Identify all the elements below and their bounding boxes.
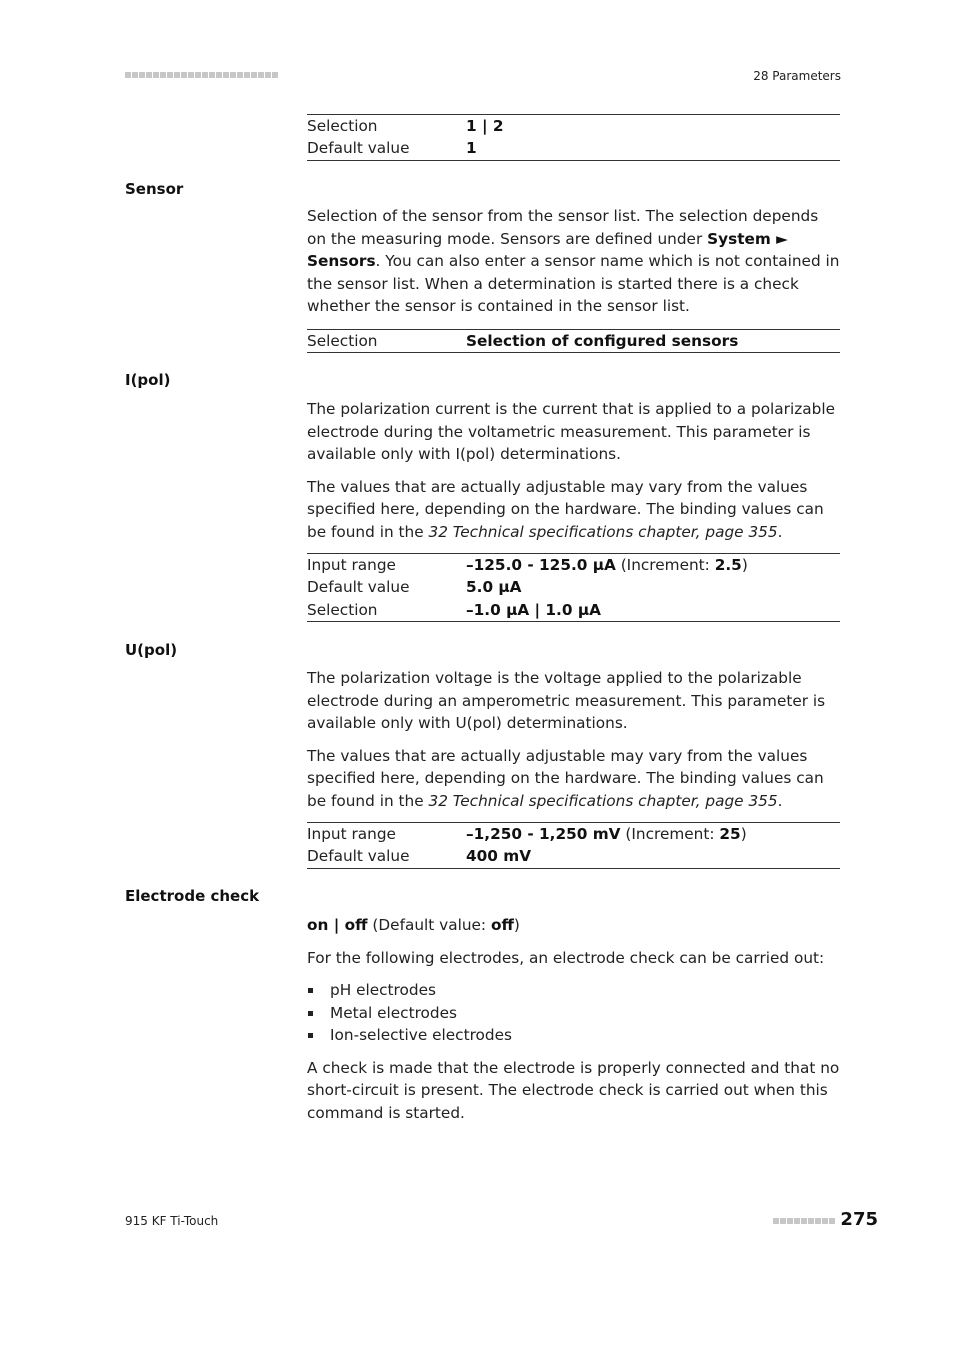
section-heading-electrode-check: Electrode check (125, 887, 260, 905)
upol-table (307, 822, 840, 869)
electrode-list (307, 979, 840, 1047)
ipol-para-2-text: The values that are actually adjustable may vary from the values specified here, depending on the hardware. The binding values can be found in the (307, 477, 824, 541)
footer-product-name: 915 KF Ti-Touch (125, 1214, 219, 1228)
table-label: Input range (307, 825, 396, 843)
electrode-check-intro: For the following electrodes, an electrode check can be carried out: (307, 948, 825, 967)
table-row (307, 576, 840, 598)
header-decoration (125, 72, 278, 78)
table-label: Selection (307, 117, 378, 135)
ipol-description (307, 398, 840, 543)
table-row (307, 115, 840, 137)
table-label: Input range (307, 556, 396, 574)
electrode-check-description (307, 914, 840, 1124)
table-row (307, 823, 840, 845)
upol-paragraph-2: The values that are actually adjustable may vary from the values specified here, depending on the hardware. The binding values can be found in the 32 Technical specifications chapter, page 355. (307, 746, 824, 810)
ipol-table (307, 553, 840, 622)
footer-decoration (773, 1218, 835, 1224)
list-item: Metal electrodes (307, 1002, 840, 1025)
section-heading-ipol: I(pol) (125, 371, 171, 389)
table-value: 5.0 µA (466, 578, 522, 597)
upol-description (307, 667, 840, 812)
table-value: 1 (466, 139, 477, 158)
sensor-description (307, 205, 840, 318)
sensor-text-1: Selection of the sensor from the sensor list. The selection depends on the measuring mode. Sensors are defined under (307, 207, 819, 248)
electrode-check-closing: A check is made that the electrode is properly connected and that no short-circuit is present. The electrode check is carried out when this command is started. (307, 1058, 840, 1122)
table-value: –1,250 - 1,250 mV (Increment: 25) (466, 825, 747, 843)
table-value: 1 | 2 (466, 117, 504, 135)
table-value: –1.0 µA | 1.0 µA (466, 600, 601, 619)
section-heading-upol: U(pol) (125, 641, 178, 659)
chapter-header: 28 Parameters (753, 69, 841, 83)
table-value: Selection of configured sensors (466, 332, 739, 350)
table-row (307, 599, 840, 621)
sensor-text-2: . You can also enter a sensor name which is not contained in the sensor list. When a determination is started there is a check whether the sensor is contained in the sensor list. (307, 252, 840, 315)
list-item: Ion-selective electrodes (307, 1024, 840, 1047)
sensor-path: System ► Sensors (307, 229, 788, 270)
table-label: Default value (307, 139, 410, 158)
top-parameter-table (307, 114, 840, 161)
upol-reference: 32 Technical specifications chapter, page 355 (428, 791, 778, 810)
electrode-check-options: on | off (Default value: off) (307, 916, 520, 934)
ipol-reference: 32 Technical specifications chapter, page 355 (428, 522, 778, 541)
table-row (307, 845, 840, 867)
page-number: 275 (840, 1209, 878, 1230)
table-value: –125.0 - 125.0 µA (Increment: 2.5) (466, 556, 748, 574)
table-row (307, 330, 840, 352)
table-label: Selection (307, 332, 378, 350)
upol-paragraph-1: The polarization voltage is the voltage applied to the polarizable electrode during an amperometric measurement. This parameter is available only with U(pol) determinations. (307, 669, 826, 732)
table-row (307, 137, 840, 159)
ipol-paragraph-2: The values that are actually adjustable may vary from the values specified here, depending on the hardware. The binding values can be found in the 32 Technical specifications chapter, page 355. (307, 477, 824, 541)
table-label: Selection (307, 600, 378, 619)
table-value: 400 mV (466, 847, 532, 866)
list-item: pH electrodes (307, 979, 840, 1002)
table-label: Default value (307, 847, 410, 866)
sensor-table (307, 329, 840, 353)
section-heading-sensor: Sensor (125, 180, 184, 198)
upol-para-2-text: The values that are actually adjustable may vary from the values specified here, depending on the hardware. The binding values can be found in the (307, 746, 824, 810)
table-row (307, 554, 840, 576)
sensor-paragraph (307, 205, 840, 318)
table-label: Default value (307, 578, 410, 597)
ipol-paragraph-1: The polarization current is the current that is applied to a polarizable electrode during the voltametric measurement. This parameter is available only with I(pol) determinations. (307, 400, 835, 463)
